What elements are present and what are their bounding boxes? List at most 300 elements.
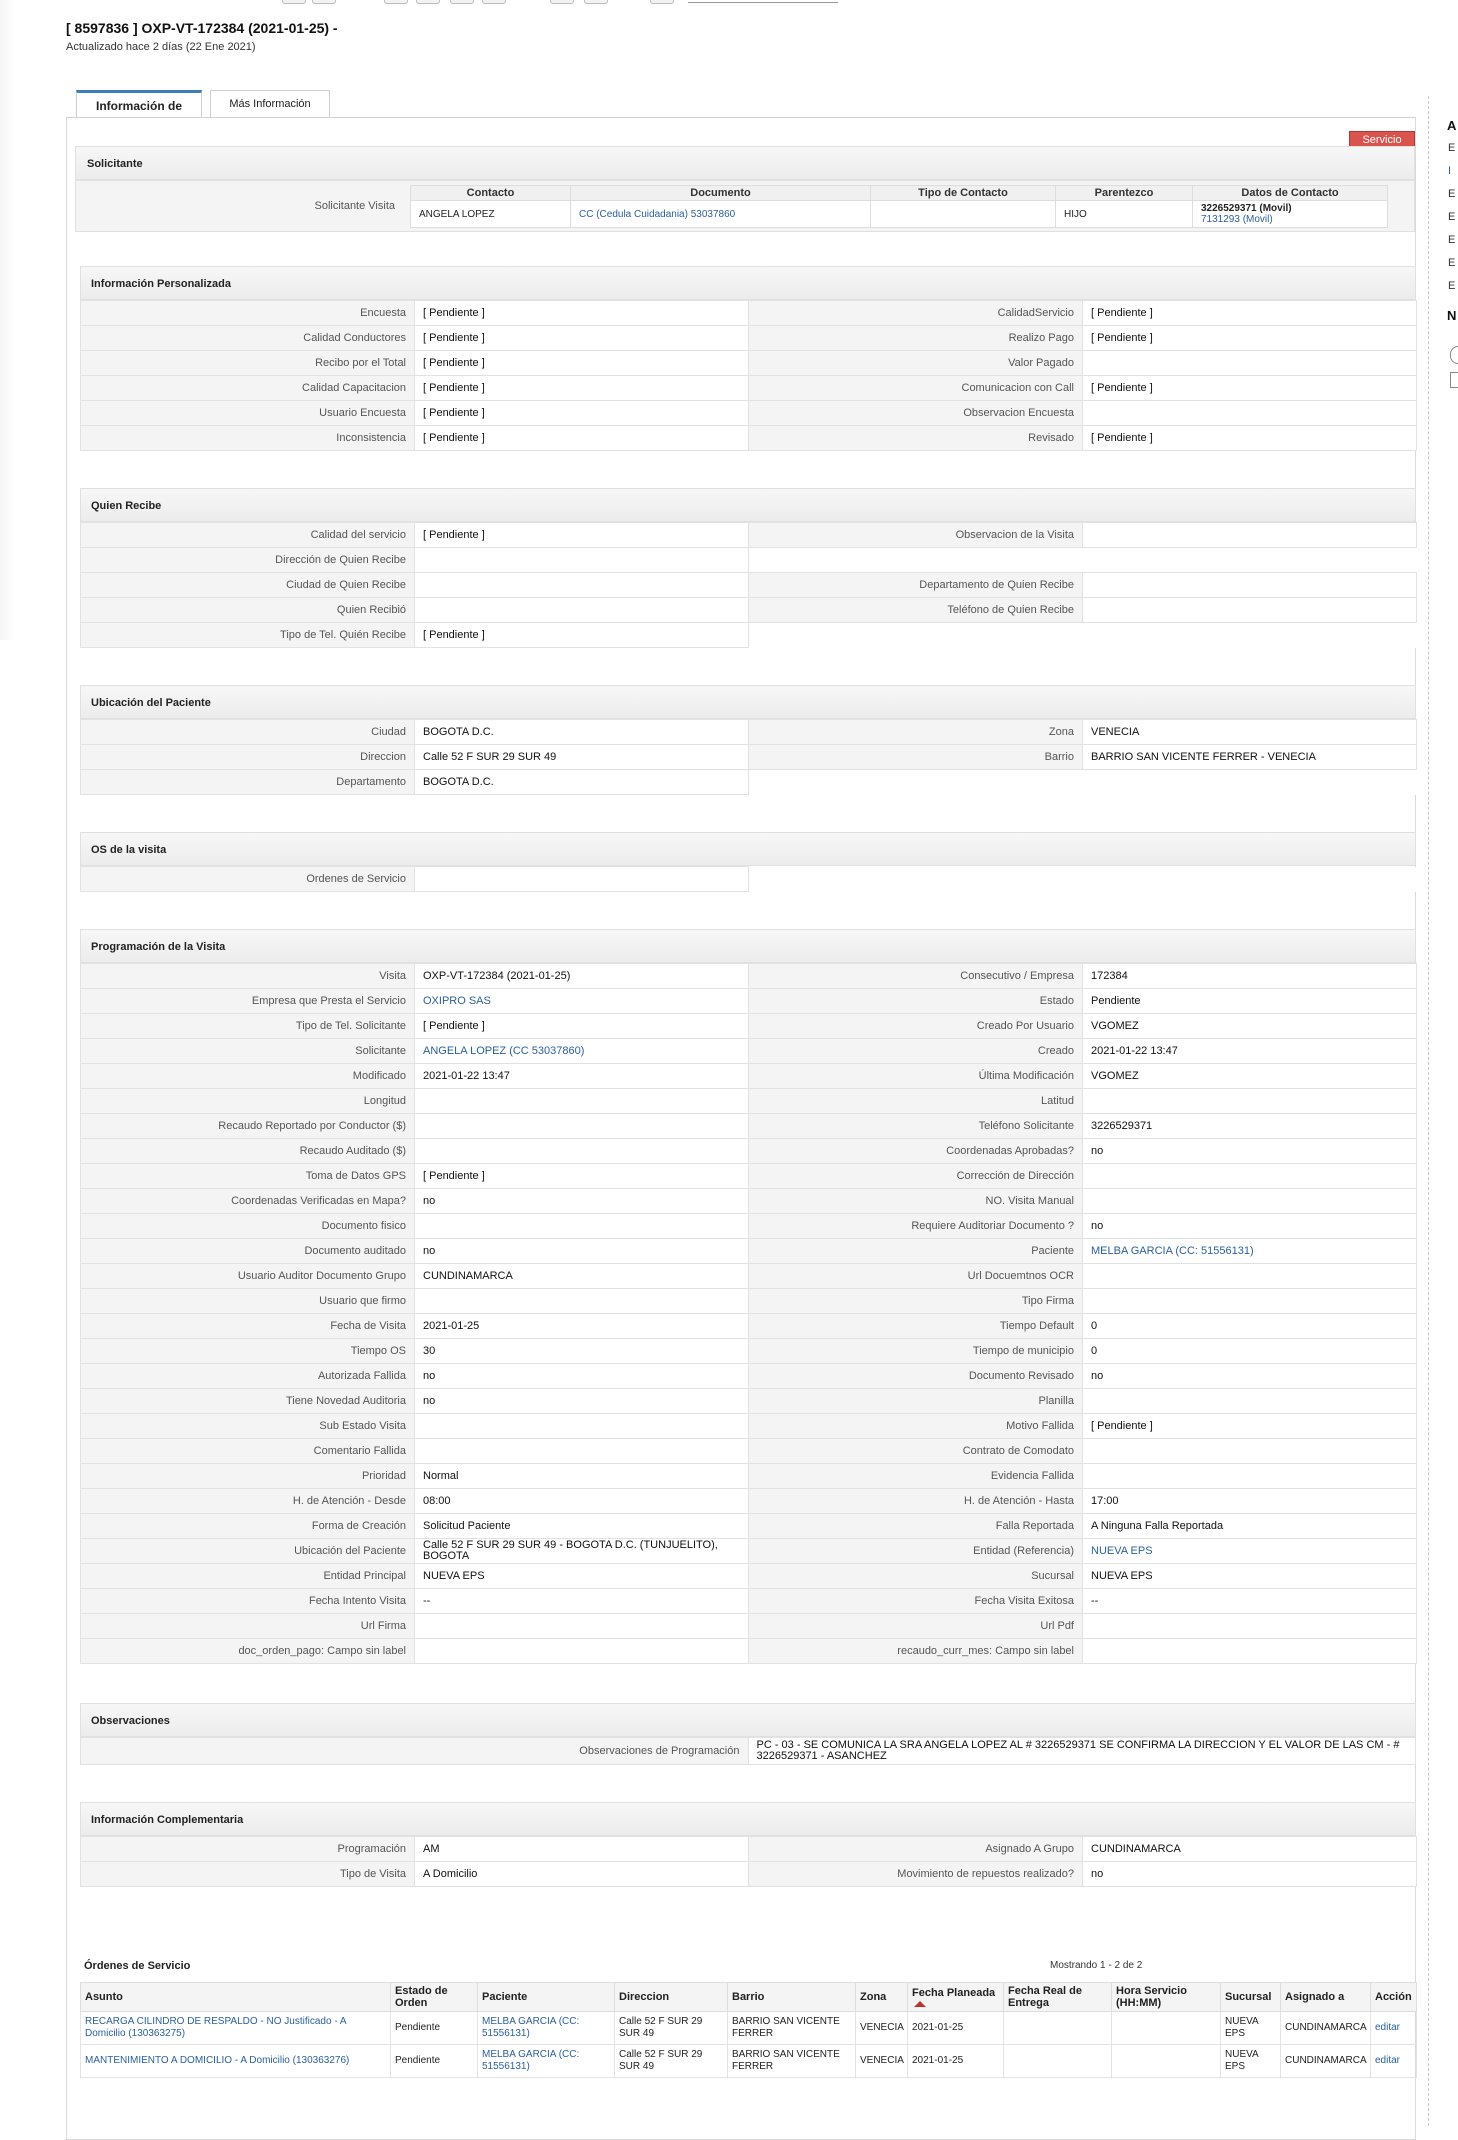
field-value: [ Pendiente ] [415,523,749,548]
section-os-visita [80,832,1416,892]
field-value: CUNDINAMARCA [415,1264,749,1289]
field-label: Asignado A Grupo [749,1837,1083,1862]
field-value: no [415,1239,749,1264]
orders-table [80,1982,1417,2078]
form-table [80,866,1416,892]
cell-paciente[interactable] [478,2012,615,2045]
cell-sucursal: NUEVA EPS [1221,2045,1281,2078]
section-heading: Quien Recibe [80,488,1416,522]
section-complementaria [80,1802,1416,1887]
form-row [81,964,1417,989]
field-value [1083,1389,1417,1414]
field-value: VENECIA [1083,720,1417,745]
form-row [81,1264,1417,1289]
field-label: Teléfono Solicitante [749,1114,1083,1139]
cell-fecha_real [1004,2012,1112,2045]
field-value: [ Pendiente ] [1083,326,1417,351]
panel-item[interactable]: E [1448,142,1456,154]
field-label: Url Docuemtnos OCR [749,1264,1083,1289]
toolbar-button[interactable] [482,0,506,4]
cell-paciente[interactable] [478,2045,615,2078]
field-label: Encuesta [81,301,415,326]
field-label: Tipo de Visita [81,1862,415,1887]
field-label: Documento fisico [81,1214,415,1239]
panel-heading: A [1447,118,1457,133]
field-value: 3226529371 [1083,1114,1417,1139]
field-value: [ Pendiente ] [415,351,749,376]
field-label: Falla Reportada [749,1514,1083,1539]
field-value: BOGOTA D.C. [415,770,749,795]
section-heading: OS de la visita [80,832,1416,866]
form-row [81,745,1417,770]
field-value [1083,1089,1417,1114]
field-value: 0 [1083,1314,1417,1339]
cell-asignado: CUNDINAMARCA [1281,2012,1371,2045]
cell-barrio: BARRIO SAN VICENTE FERRER [728,2012,856,2045]
field-label: Autorizada Fallida [81,1364,415,1389]
field-label: H. de Atención - Desde [81,1489,415,1514]
field-label: Fecha de Visita [81,1314,415,1339]
field-value [415,1089,749,1114]
tab-mas-informacion[interactable]: Más Información [210,90,330,117]
field-label: Creado Por Usuario [749,1014,1083,1039]
panel-item[interactable]: E [1448,234,1456,246]
section-solicitante [75,146,1415,232]
field-label: doc_orden_pago: Campo sin label [81,1639,415,1664]
field-value: [ Pendiente ] [415,326,749,351]
form-row [81,376,1417,401]
panel-item[interactable]: E [1448,211,1456,223]
field-value: no [1083,1214,1417,1239]
orders-count: Mostrando 1 - 2 de 2 [1050,1960,1143,1971]
contact-phone-secondary: 7131293 (Movil) [1201,214,1273,225]
field-label: Quien Recibió [81,598,415,623]
field-value: CUNDINAMARCA [1083,1837,1417,1862]
field-label: Movimiento de repuestos realizado? [749,1862,1083,1887]
field-value: VGOMEZ [1083,1014,1417,1039]
form-row [81,1489,1417,1514]
field-label: Recaudo Reportado por Conductor ($) [81,1114,415,1139]
column-header: Datos de Contacto [1193,186,1388,201]
field-value: [ Pendiente ] [1083,426,1417,451]
cell-zona: VENECIA [856,2012,908,2045]
form-row [81,1339,1417,1364]
field-label: Observaciones de Programación [81,1738,749,1765]
field-value [1083,573,1417,598]
field-label: Sucursal [749,1564,1083,1589]
field-value [415,1289,749,1314]
field-label: H. de Atención - Hasta [749,1489,1083,1514]
form-row [81,1214,1417,1239]
field-value [415,598,749,623]
field-label: Solicitante [81,1039,415,1064]
status-badge[interactable]: Servicio [1349,131,1415,149]
field-value [1083,1264,1417,1289]
field-label: NO. Visita Manual [749,1189,1083,1214]
cell-sucursal: NUEVA EPS [1221,2012,1281,2045]
field-label: Corrección de Dirección [749,1164,1083,1189]
edit-link[interactable]: editar [1375,2022,1401,2033]
field-label: Url Pdf [749,1614,1083,1639]
form-row [81,623,1417,648]
field-value: 2021-01-22 13:47 [415,1064,749,1089]
field-value [415,1439,749,1464]
form-row [81,1189,1417,1214]
field-value: [ Pendiente ] [1083,1414,1417,1439]
column-header: Tipo de Contacto [871,186,1056,201]
form-row [81,1314,1417,1339]
form-row [81,1414,1417,1439]
field-label: Documento auditado [81,1239,415,1264]
form-row [81,301,1417,326]
field-label: Latitud [749,1089,1083,1114]
paciente-link[interactable]: MELBA GARCIA (CC: 51556131) [482,2049,580,2072]
form-row [81,1139,1417,1164]
empty-cell [749,623,1417,648]
field-label: Coordenadas Aprobadas? [749,1139,1083,1164]
empty-cell [749,548,1417,573]
field-label: Prioridad [81,1464,415,1489]
field-value [1083,1164,1417,1189]
column-header: Contacto [411,186,571,201]
toolbar-button[interactable] [384,0,408,4]
cell-hora [1112,2012,1221,2045]
form-table [80,522,1417,648]
form-row [81,1364,1417,1389]
observaciones-value: PC - 03 - SE COMUNICA LA SRA ANGELA LOPEZ AL # 3226529371 SE CONFIRMA LA DIRECCION Y EL VALOR DE LAS CM - # 3226529371 - ASANCHEZ [748,1738,1416,1765]
field-label: Fecha Visita Exitosa [749,1589,1083,1614]
contact-document [571,201,871,228]
field-value: 30 [415,1339,749,1364]
field-value[interactable]: OXIPRO SAS [415,989,749,1014]
field-value: no [415,1364,749,1389]
column-header[interactable]: Paciente [478,1983,615,2012]
field-value: [ Pendiente ] [415,1164,749,1189]
column-header[interactable]: Fecha Real de Entrega [1004,1983,1112,2012]
form-row [81,1464,1417,1489]
cell-fecha: 2021-01-25 [908,2045,1004,2078]
field-label: Tiempo OS [81,1339,415,1364]
right-panel [1428,96,1458,2126]
cell-zona: VENECIA [856,2045,908,2078]
field-value [1083,1439,1417,1464]
checkbox-icon[interactable] [1450,372,1458,388]
field-label: Valor Pagado [749,351,1083,376]
field-label: Entidad Principal [81,1564,415,1589]
field-label: Departamento [81,770,415,795]
field-label: Dirección de Quien Recibe [81,548,415,573]
field-label: Revisado [749,426,1083,451]
cell-fecha: 2021-01-25 [908,2012,1004,2045]
section-heading: Solicitante [75,146,1415,180]
field-value: 2021-01-22 13:47 [1083,1039,1417,1064]
field-label: Consecutivo / Empresa [749,964,1083,989]
toolbar-button[interactable] [282,0,306,4]
toolbar-button[interactable] [312,0,336,4]
empty-cell [749,867,1417,892]
cell-asunto[interactable] [81,2012,391,2045]
form-row [81,598,1417,623]
solicitante-row [75,180,1415,232]
field-label: Documento Revisado [749,1364,1083,1389]
field-label: Ubicación del Paciente [81,1539,415,1564]
field-value [1083,401,1417,426]
field-value: no [1083,1364,1417,1389]
field-label: CalidadServicio [749,301,1083,326]
cell-direccion: Calle 52 F SUR 29 SUR 49 [615,2045,728,2078]
updated-text: Actualizado hace 2 días (22 Ene 2021) [66,41,256,53]
field-value [1083,1614,1417,1639]
field-label: Calidad Conductores [81,326,415,351]
column-header[interactable]: Sucursal [1221,1983,1281,2012]
cell-asunto[interactable] [81,2045,391,2078]
field-label: Observacion de la Visita [749,523,1083,548]
section-observaciones [80,1703,1416,1765]
section-quien-recibe [80,488,1416,648]
field-value: OXP-VT-172384 (2021-01-25) [415,964,749,989]
form-row [81,426,1417,451]
field-value: [ Pendiente ] [415,426,749,451]
field-value: [ Pendiente ] [415,623,749,648]
field-value [415,1414,749,1439]
panel-item[interactable]: I [1448,165,1452,177]
table-row[interactable] [81,2012,1417,2045]
form-table [80,719,1417,795]
field-value: 17:00 [1083,1489,1417,1514]
field-label: Comunicacion con Call [749,376,1083,401]
field-label: Última Modificación [749,1064,1083,1089]
column-header: Documento [571,186,871,201]
field-label: Recibo por el Total [81,351,415,376]
field-label: recaudo_curr_mes: Campo sin label [749,1639,1083,1664]
field-value: NUEVA EPS [1083,1564,1417,1589]
form-row [81,548,1417,573]
field-label: Observacion Encuesta [749,401,1083,426]
side-panel-edge [0,0,16,640]
field-label: Toma de Datos GPS [81,1164,415,1189]
form-row [81,1614,1417,1639]
cell-barrio: BARRIO SAN VICENTE FERRER [728,2045,856,2078]
field-value [415,548,749,573]
form-row [81,1014,1417,1039]
field-value [1083,598,1417,623]
field-value: 2021-01-25 [415,1314,749,1339]
field-label: Solicitante Visita [314,200,395,212]
field-label: Motivo Fallida [749,1414,1083,1439]
orders-title: Órdenes de Servicio [84,1960,191,1972]
field-label: Inconsistencia [81,426,415,451]
field-value [415,1214,749,1239]
column-header-sorted[interactable] [908,1983,1004,2012]
field-label: Fecha Intento Visita [81,1589,415,1614]
field-value: 0 [1083,1339,1417,1364]
form-row [81,770,1417,795]
field-label: Teléfono de Quien Recibe [749,598,1083,623]
field-value [415,1114,749,1139]
field-label: Entidad (Referencia) [749,1539,1083,1564]
toolbar-button[interactable] [584,0,608,4]
section-heading: Programación de la Visita [80,929,1416,963]
form-row [81,1164,1417,1189]
field-value[interactable]: MELBA GARCIA (CC: 51556131) [1083,1239,1417,1264]
field-value: [ Pendiente ] [1083,301,1417,326]
cell-accion[interactable] [1371,2045,1417,2078]
field-label: Empresa que Presta el Servicio [81,989,415,1014]
field-value: [ Pendiente ] [415,301,749,326]
field-label: Tipo de Tel. Quién Recibe [81,623,415,648]
field-value: VGOMEZ [1083,1064,1417,1089]
asunto-link[interactable]: MANTENIMIENTO A DOMICILIO - A Domicilio (130363276) [85,2055,350,2066]
orders-header-row [81,1983,1417,2012]
form-row [81,1089,1417,1114]
column-header[interactable]: Estado de Orden [391,1983,478,2012]
field-value: 172384 [1083,964,1417,989]
form-row [81,1114,1417,1139]
field-value [1083,351,1417,376]
edit-link[interactable]: editar [1375,2055,1401,2066]
tab-informacion[interactable]: Información de [76,90,202,117]
field-value: 08:00 [415,1489,749,1514]
field-label: Tiempo Default [749,1314,1083,1339]
field-value: [ Pendiente ] [415,1014,749,1039]
form-row [81,1039,1417,1064]
field-value: [ Pendiente ] [415,376,749,401]
sort-ascending-icon [914,2001,926,2007]
field-value [1083,1289,1417,1314]
field-value: BARRIO SAN VICENTE FERRER - VENECIA [1083,745,1417,770]
field-label: Realizo Pago [749,326,1083,351]
panel-divider [1428,96,1429,2126]
column-header[interactable]: Asunto [81,1983,391,2012]
cell-hora [1112,2045,1221,2078]
field-value: BOGOTA D.C. [415,720,749,745]
table-row[interactable] [81,2045,1417,2078]
toolbar-button[interactable] [550,0,574,4]
field-value: [ Pendiente ] [415,401,749,426]
field-value: A Domicilio [415,1862,749,1887]
cell-estado: Pendiente [391,2012,478,2045]
form-row [81,1289,1417,1314]
field-label: Paciente [749,1239,1083,1264]
field-label: Coordenadas Verificadas en Mapa? [81,1189,415,1214]
form-row [81,401,1417,426]
form-row [81,351,1417,376]
panel-item[interactable]: E [1448,257,1456,269]
form-table [80,1737,1416,1765]
field-value [415,1614,749,1639]
field-value: no [415,1189,749,1214]
field-value: -- [415,1589,749,1614]
field-value: Calle 52 F SUR 29 SUR 49 - BOGOTA D.C. (TUNJUELITO), BOGOTA [415,1539,749,1564]
field-label: Zona [749,720,1083,745]
form-row [81,1064,1417,1089]
form-row [81,1862,1417,1887]
empty-cell [749,770,1417,795]
asunto-link[interactable]: RECARGA CILINDRO DE RESPALDO - NO Justificado - A Domicilio (130363275) [85,2016,346,2039]
section-programacion [80,929,1416,1664]
field-value: -- [1083,1589,1417,1614]
field-label: Planilla [749,1389,1083,1414]
field-label: Evidencia Fallida [749,1464,1083,1489]
field-label: Sub Estado Visita [81,1414,415,1439]
toolbar-button[interactable] [416,0,440,4]
field-label: Creado [749,1039,1083,1064]
section-heading: Observaciones [80,1703,1416,1737]
column-header[interactable]: Asignado a [1281,1983,1371,2012]
paciente-link[interactable]: MELBA GARCIA (CC: 51556131) [482,2016,580,2039]
contact-name: ANGELA LOPEZ [411,201,571,228]
field-value[interactable]: NUEVA EPS [1083,1539,1417,1564]
panel-heading: N [1447,308,1457,323]
section-heading: Información Personalizada [80,266,1416,300]
toolbar-button[interactable] [650,0,674,4]
field-value: A Ninguna Falla Reportada [1083,1514,1417,1539]
form-row [81,1564,1417,1589]
form-row [81,1539,1417,1564]
cell-fecha_real [1004,2045,1112,2078]
field-label: Estado [749,989,1083,1014]
toolbar-button[interactable] [450,0,474,4]
column-header: Acción [1371,1983,1417,2012]
column-header[interactable]: Zona [856,1983,908,2012]
field-label: Calidad del servicio [81,523,415,548]
field-label: Ordenes de Servicio [81,867,415,892]
field-label: Programación [81,1837,415,1862]
field-label: Usuario Encuesta [81,401,415,426]
field-value: no [1083,1139,1417,1164]
field-label: Tiene Novedad Auditoria [81,1389,415,1414]
form-row [81,1639,1417,1664]
form-row [81,523,1417,548]
panel-item[interactable]: E [1448,188,1456,200]
field-label: Ciudad de Quien Recibe [81,573,415,598]
field-label: Requiere Auditoriar Documento ? [749,1214,1083,1239]
form-row [81,720,1417,745]
field-value[interactable]: ANGELA LOPEZ (CC 53037860) [415,1039,749,1064]
form-row [81,1439,1417,1464]
radio-icon[interactable] [1450,346,1458,364]
field-label: Visita [81,964,415,989]
field-label: Url Firma [81,1614,415,1639]
field-label: Forma de Creación [81,1514,415,1539]
field-label: Comentario Fallida [81,1439,415,1464]
field-label: Longitud [81,1089,415,1114]
field-label: Contrato de Comodato [749,1439,1083,1464]
contact-table [410,185,1388,228]
form-row [81,989,1417,1014]
field-value [1083,523,1417,548]
column-header[interactable]: Barrio [728,1983,856,2012]
panel-item[interactable]: E [1448,280,1456,292]
cell-accion[interactable] [1371,2012,1417,2045]
field-value [415,1639,749,1664]
toolbar-input[interactable] [688,2,838,3]
section-info-personalizada [80,266,1416,451]
document-link[interactable]: CC (Cedula Cuidadania) 53037860 [579,208,736,220]
field-label: Usuario que firmo [81,1289,415,1314]
field-value [1083,1464,1417,1489]
toolbar-remnant [0,0,1458,4]
column-header[interactable]: Direccion [615,1983,728,2012]
form-row [81,573,1417,598]
page-title: [ 8597836 ] OXP-VT-172384 (2021-01-25) - [66,20,338,36]
form-table [80,963,1417,1664]
field-value [415,867,749,892]
form-table [80,300,1417,451]
column-header: Parentezco [1056,186,1193,201]
field-label: Usuario Auditor Documento Grupo [81,1264,415,1289]
column-header[interactable]: Hora Servicio (HH:MM) [1112,1983,1221,2012]
